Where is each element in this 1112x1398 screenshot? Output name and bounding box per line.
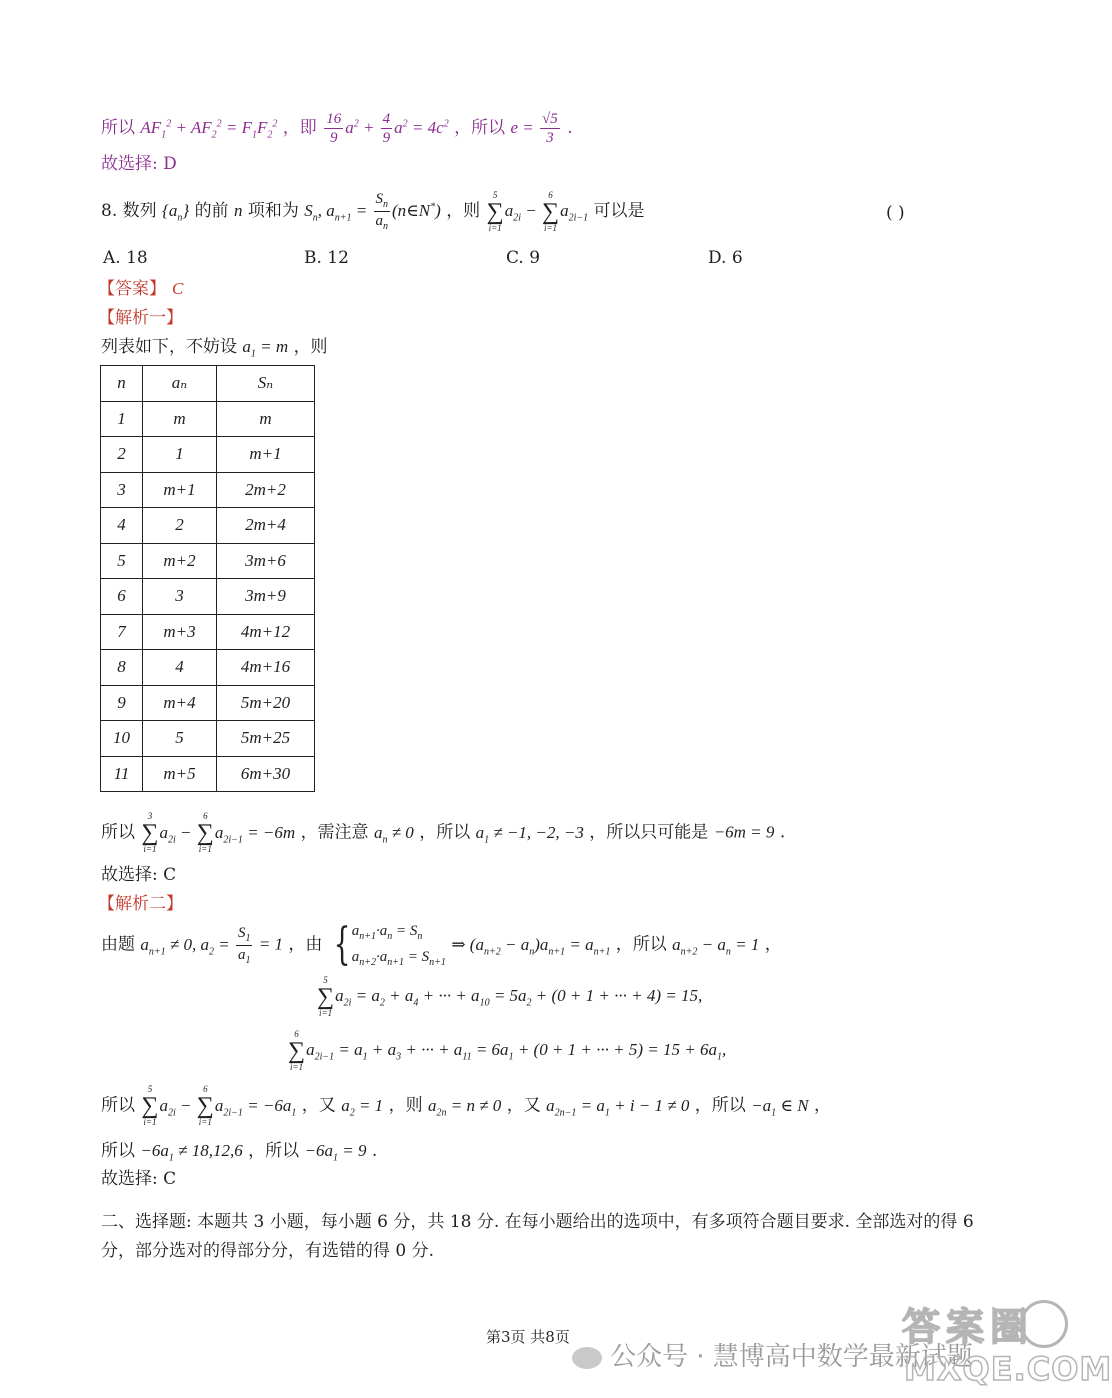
table-cell: 8 [101,650,143,686]
table-row [101,650,315,686]
table-cell: 1 [101,401,143,437]
prev-solution-line: 所以 $AF_1^2 + AF_2^2 = F_1F_2^2$ ，即 $\frac{16}{9}$ $a^2$ + $\frac{4}{9}$ $a^2 = 4c^2$ ，所以 e = $\frac{√5}{3}$ . [101,111,573,146]
table-cell: 2m+2 [217,472,315,508]
table-row [101,685,315,721]
summation: 5 ∑ i=1 [141,1084,159,1127]
text: ，又 [506,1095,541,1116]
text: 所以 [101,1141,135,1161]
fraction: $\frac{S_1}{a_1}$ [237,924,251,966]
text: 可以是 [593,201,645,221]
text: ，所以 [615,934,667,955]
fraction: $\frac{√5}{3}$ [542,111,558,146]
text: 所以 [101,118,135,138]
table-cell: 4m+12 [217,614,315,650]
fraction: $\frac{4}{9}$ [382,111,391,146]
stamp-text: 答案圈 [902,1305,1035,1349]
table-cell: 3m+6 [217,543,315,579]
text: 所以 [101,1095,135,1116]
text: . [371,1141,378,1161]
table-row [101,614,315,650]
answer-value: C [172,279,184,298]
table-cell: 4 [143,650,217,686]
option-a: A. 18 [103,248,148,268]
text: . [567,118,573,138]
text: ， [764,934,782,955]
option-b: B. 12 [304,248,349,268]
table-cell: m+1 [217,437,315,473]
table-cell: 3 [143,579,217,615]
stamp-logo [902,1296,1112,1391]
table-cell: 5m+25 [217,721,315,757]
text: ，则 [388,1095,423,1116]
table-header-row [101,366,315,402]
analysis1-result: 所以 3 ∑ i=1 $a_{2i}$ − 6 ∑ i=1 $a_{2i-1} = -6m$ ，需注意 $a_n \ne 0$ ，所以 $a_1 \ne -1$, −2, −3 ，所以只可能是 −6m = 9 . [101,811,786,854]
table-row [101,543,315,579]
table-cell: 5 [143,721,217,757]
table-row [101,437,315,473]
stamp-url: MXQE.COM [904,1350,1112,1388]
analysis1-intro: 列表如下，不妨设 $a_1 = m$ ，则 [101,337,328,360]
analysis2-line1: 由题 $a_{n+1} \ne 0$, $a_2$ = $\frac{S_1}{a_1}$ = 1 ，由 { $a_{n+1}\cdot a_n = S_n$ $a_{n+2}\cdot a_{n+1} = S_{n+1}$ ⇒ $(a_{n+2} - a_n)a_{n+1} = a_{n+1}$ ，所以 $a_{n+2} - a_n = 1$ ， [101,919,782,970]
table-header-cell: Sₙ [217,366,315,402]
sequence-table [100,365,315,792]
text: ， [813,1095,831,1116]
wechat-icon [572,1347,602,1369]
analysis2-sum-even: 5 ∑ i=1 $a_{2i} = a_2 + a_4$ + ··· + $a_{10} = 5a_2 + (0 + 1$ + ··· + 4) = 15, [317,975,703,1018]
text: ，又 [301,1095,336,1116]
table-header-cell: aₙ [143,366,217,402]
watermark-text: 公众号 · 慧博高中数学最新试题 [610,1342,973,1372]
summation: 6 ∑ i=1 [288,1029,306,1072]
text: ，由 [288,934,323,955]
text: ，所以 [248,1141,300,1161]
prev-conclusion: 故选择: D [101,154,177,174]
summation: 6 ∑ i=1 [196,1084,214,1127]
table-cell: 11 [101,756,143,792]
text: ，需注意 [300,822,369,843]
math-equation: $AF_1^2 + AF_2^2 = F_1F_2^2$ [140,118,278,141]
table-cell: m+4 [143,685,217,721]
text: 项和为 [247,201,299,221]
table-cell: 9 [101,685,143,721]
table-cell: m+1 [143,472,217,508]
stamp-ring-icon [1020,1300,1068,1348]
summation: 6 ∑ i=1 [196,811,214,854]
table-cell: m+2 [143,543,217,579]
option-c: C. 9 [506,248,541,268]
table-cell: m+3 [143,614,217,650]
analysis2-conclusion: 故选择: C [101,1169,177,1189]
fraction: $\frac{16}{9}$ [326,111,342,146]
table-cell: 3 [101,472,143,508]
answer-paren: ( ) [886,203,905,223]
table-cell: 3m+9 [217,579,315,615]
table-row [101,401,315,437]
analysis1-conclusion: 故选择: C [101,865,177,885]
page-number: 第3页 共8页 [486,1328,570,1346]
summation: 5 ∑ i=1 [317,975,335,1018]
summation: 5 ∑ i=1 [486,189,504,233]
table-row [101,721,315,757]
table-cell: 5 [101,543,143,579]
equation-system: $a_{n+1}\cdot a_n = S_n$ $a_{n+2}\cdot a_{n+1} = S_{n+1}$ [351,923,446,968]
text: ，则 [446,201,481,221]
analysis2-label: 【解析二】 [98,894,183,914]
fraction: $\frac{S_n}{a_n}$ [375,191,389,232]
text: 的前 [194,201,229,221]
question-number: 8. 数列 [101,201,157,221]
summation: 6 ∑ i=1 [541,189,560,233]
table-cell: 2m+4 [217,508,315,544]
table-cell: 2 [143,508,217,544]
text: ，所以 [694,1095,746,1116]
table-cell: 4 [101,508,143,544]
text: 由题 [101,934,135,955]
table-cell: 6m+30 [217,756,315,792]
table-row [101,756,315,792]
text: ，则 [293,337,328,357]
text: ，所以只可能是 [589,822,709,843]
table-cell: m [217,401,315,437]
table-cell: m [143,401,217,437]
option-d: D. 6 [708,248,743,268]
section2-line1: 二、选择题: 本题共 3 小题，每小题 6 分，共 18 分. 在每小题给出的选项中，有多项符合题目要求. 全部选对的得 6 [101,1212,974,1232]
section2-line2: 分，部分选对的得部分分，有选错的得 0 分. [101,1241,435,1261]
question-8: 8. 数列 $\{a_n\}$ 的前 n 项和为 $S_n$, $a_{n+1}$ = $\frac{S_n}{a_n}$ (n∈N*) ，则 5 ∑ i=1 $a_{2i}$ − 6 ∑ i=1 $a_{2i-1}$ 可以是 [101,189,645,233]
table-cell: 6 [101,579,143,615]
text: ，所以 [454,118,506,138]
table-cell: 7 [101,614,143,650]
table-row [101,472,315,508]
answer-label: 【答案】 [98,279,166,299]
table-cell: 1 [143,437,217,473]
table-cell: 10 [101,721,143,757]
table-cell: 4m+16 [217,650,315,686]
summation: 3 ∑ i=1 [141,811,159,854]
table-cell: m+5 [143,756,217,792]
text: ，所以 [419,822,471,843]
text: 所以 [101,822,135,843]
analysis1-label: 【解析一】 [98,308,183,328]
analysis2-line5: 所以 $-6a_1 \ne 18,12,6$ ，所以 $-6a_1 = 9$ . [101,1141,378,1164]
table-row [101,579,315,615]
text: 列表如下，不妨设 [101,337,237,357]
table-header-cell: n [101,366,143,402]
brace-icon: { [333,919,351,970]
answer [98,279,183,299]
table-row [101,508,315,544]
analysis2-sum-odd: 6 ∑ i=1 $a_{2i-1} = a_1 + a_3$ + ··· + $a_{11} = 6a_1 + (0 + 1$ + ··· + $5) = 15 + 6a_1$, [288,1029,727,1072]
analysis2-line4: 所以 5 ∑ i=1 $a_{2i}$ − 6 ∑ i=1 $a_{2i-1} = -6a_1$ ，又 $a_2 = 1$ ，则 $a_{2n} = n \ne 0$ ，又 $a_{2n-1} = a_1 + i - 1 \ne 0$ ，所以 $-a_1$ ∈ N ， [101,1084,831,1127]
table-cell: 5m+20 [217,685,315,721]
text: . [779,822,786,843]
table-cell: 2 [101,437,143,473]
text: ，即 [282,118,317,138]
